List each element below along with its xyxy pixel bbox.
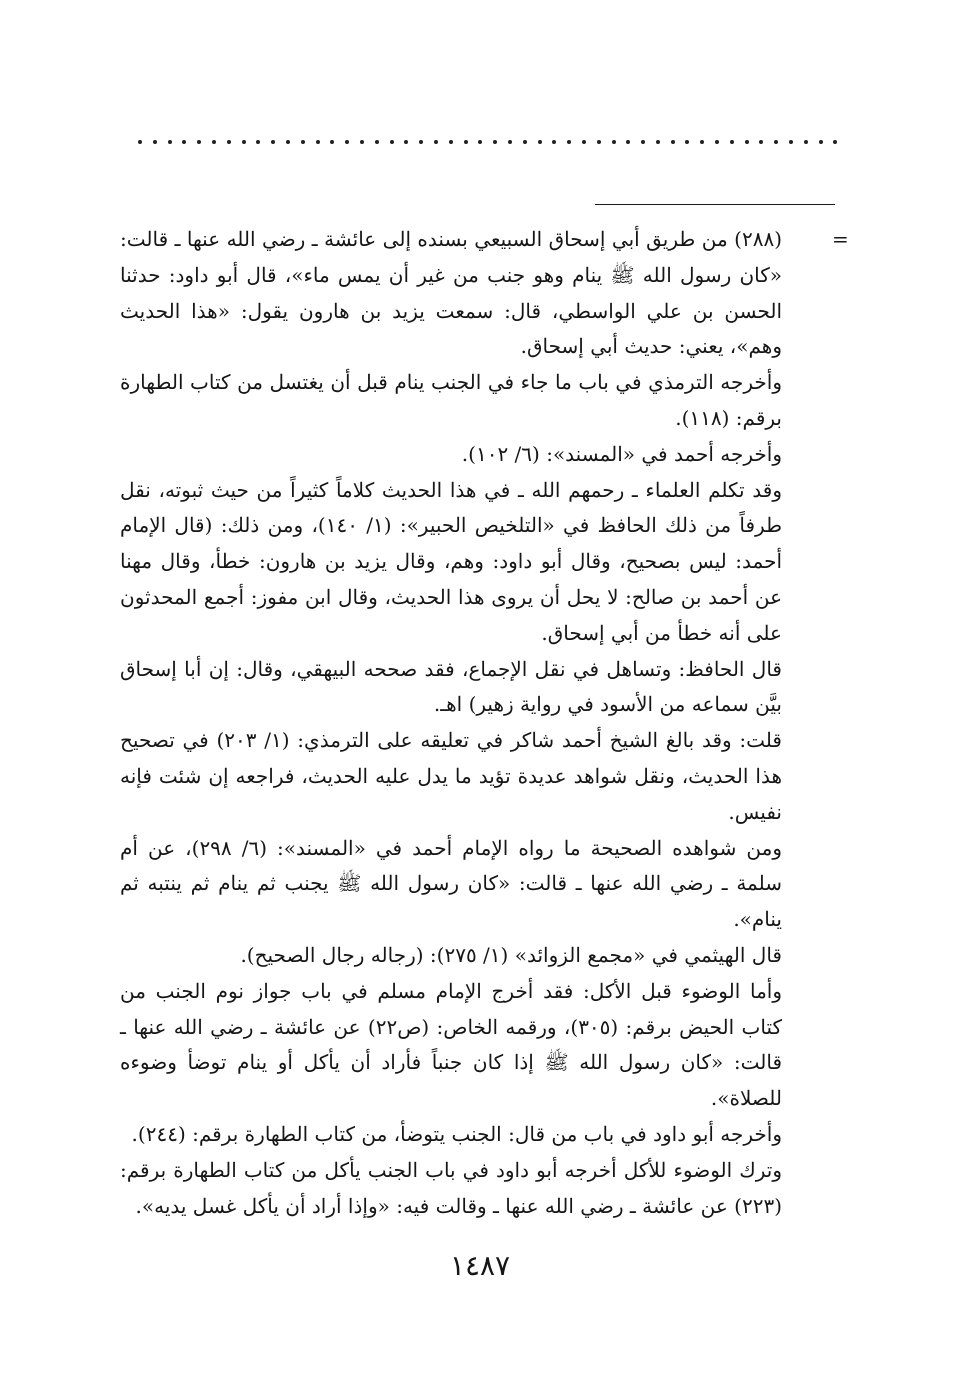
footnote-paragraph: وأخرجه أبو داود في باب من قال: الجنب يتوضأ، من كتاب الطهارة برقم: (٢٤٤). [131, 1121, 782, 1146]
footnote-rule [595, 204, 835, 205]
dotted-separator [138, 132, 838, 152]
continuation-mark: = [832, 227, 849, 251]
footnote-block [120, 222, 782, 1224]
footnote-paragraph: قال الحافظ: وتساهل في نقل الإجماع، فقد صححه البيهقي، وقال: إن أبا إسحاق بيَّن سماعه من الأسود في رواية زهير) اهـ. [120, 656, 782, 717]
footnote-paragraph: وأخرجه الترمذي في باب ما جاء في الجنب ينام قبل أن يغتسل من كتاب الطهارة برقم: (١١٨). [120, 370, 782, 430]
footnote-paragraph: (٢٨٨) من طريق أبي إسحاق السبيعي بسنده إلى عائشة ـ رضي الله عنها ـ قالت: «كان رسول الله ﷺ ينام وهو جنب من غير أن يمس ماء»، قال أبو داود: حدثنا الحسن بن علي الواسطي، قال: سمعت يزيد بن هارون يقول: «هذا الحديث وهم»، يعني: حديث أبي إسحاق. [120, 227, 782, 359]
page-number: ١٤٨٧ [449, 1249, 511, 1282]
footnote-paragraph: وترك الوضوء للأكل أخرجه أبو داود في باب الجنب يأكل من كتاب الطهارة برقم: (٢٢٣) عن عائشة ـ رضي الله عنها ـ وقالت فيه: «وإذا أراد أن يأكل غسل يديه». [120, 1157, 782, 1218]
footnote-paragraph: قلت: وقد بالغ الشيخ أحمد شاكر في تعليقه على الترمذي: (١/ ٢٠٣) في تصحيح هذا الحديث، ونقل شواهد عديدة تؤيد ما يدل عليه الحديث، فراجعه إن شئت فإنه نفيس. [120, 728, 782, 824]
footnote-paragraph: ومن شواهده الصحيحة ما رواه الإمام أحمد في «المسند»: (٦/ ٢٩٨)، عن أم سلمة ـ رضي الله عنها ـ قالت: «كان رسول الله ﷺ يجنب ثم ينام ثم ينتبه ثم ينام». [120, 835, 782, 932]
footnote-paragraph: قال الهيثمي في «مجمع الزوائد» (١/ ٢٧٥): (رجاله رجال الصحيح). [240, 942, 782, 967]
footnote-paragraph: وقد تكلم العلماء ـ رحمهم الله ـ في هذا الحديث كلاماً كثيراً من حيث ثبوته، نقل طرفاً من ذلك الحافظ في «التلخيص الحبير»: (١/ ١٤٠)، ومن ذلك: (قال الإمام أحمد: ليس بصحيح، وقال أبو داود: وهم، وقال يزيد بن هارون: خطأ، وقال مهنا عن أحمد بن صالح: لا يحل أن يروى هذا الحديث، وقال ابن مفوز: أجمع المحدثون على أنه خطأ من أبي إسحاق. [120, 477, 782, 645]
footnote-paragraph: وأما الوضوء قبل الأكل: فقد أخرج الإمام مسلم في باب جواز نوم الجنب من كتاب الحيض برقم: (٣٠٥)، ورقمه الخاص: (ص٢٢) عن عائشة ـ رضي الله عنها ـ قالت: «كان رسول الله ﷺ إذا كان جنباً فأراد أن يأكل أو ينام توضأ وضوءه للصلاة». [120, 978, 782, 1111]
footnote-paragraph: وأخرجه أحمد في «المسند»: (٦/ ١٠٢). [461, 441, 782, 466]
